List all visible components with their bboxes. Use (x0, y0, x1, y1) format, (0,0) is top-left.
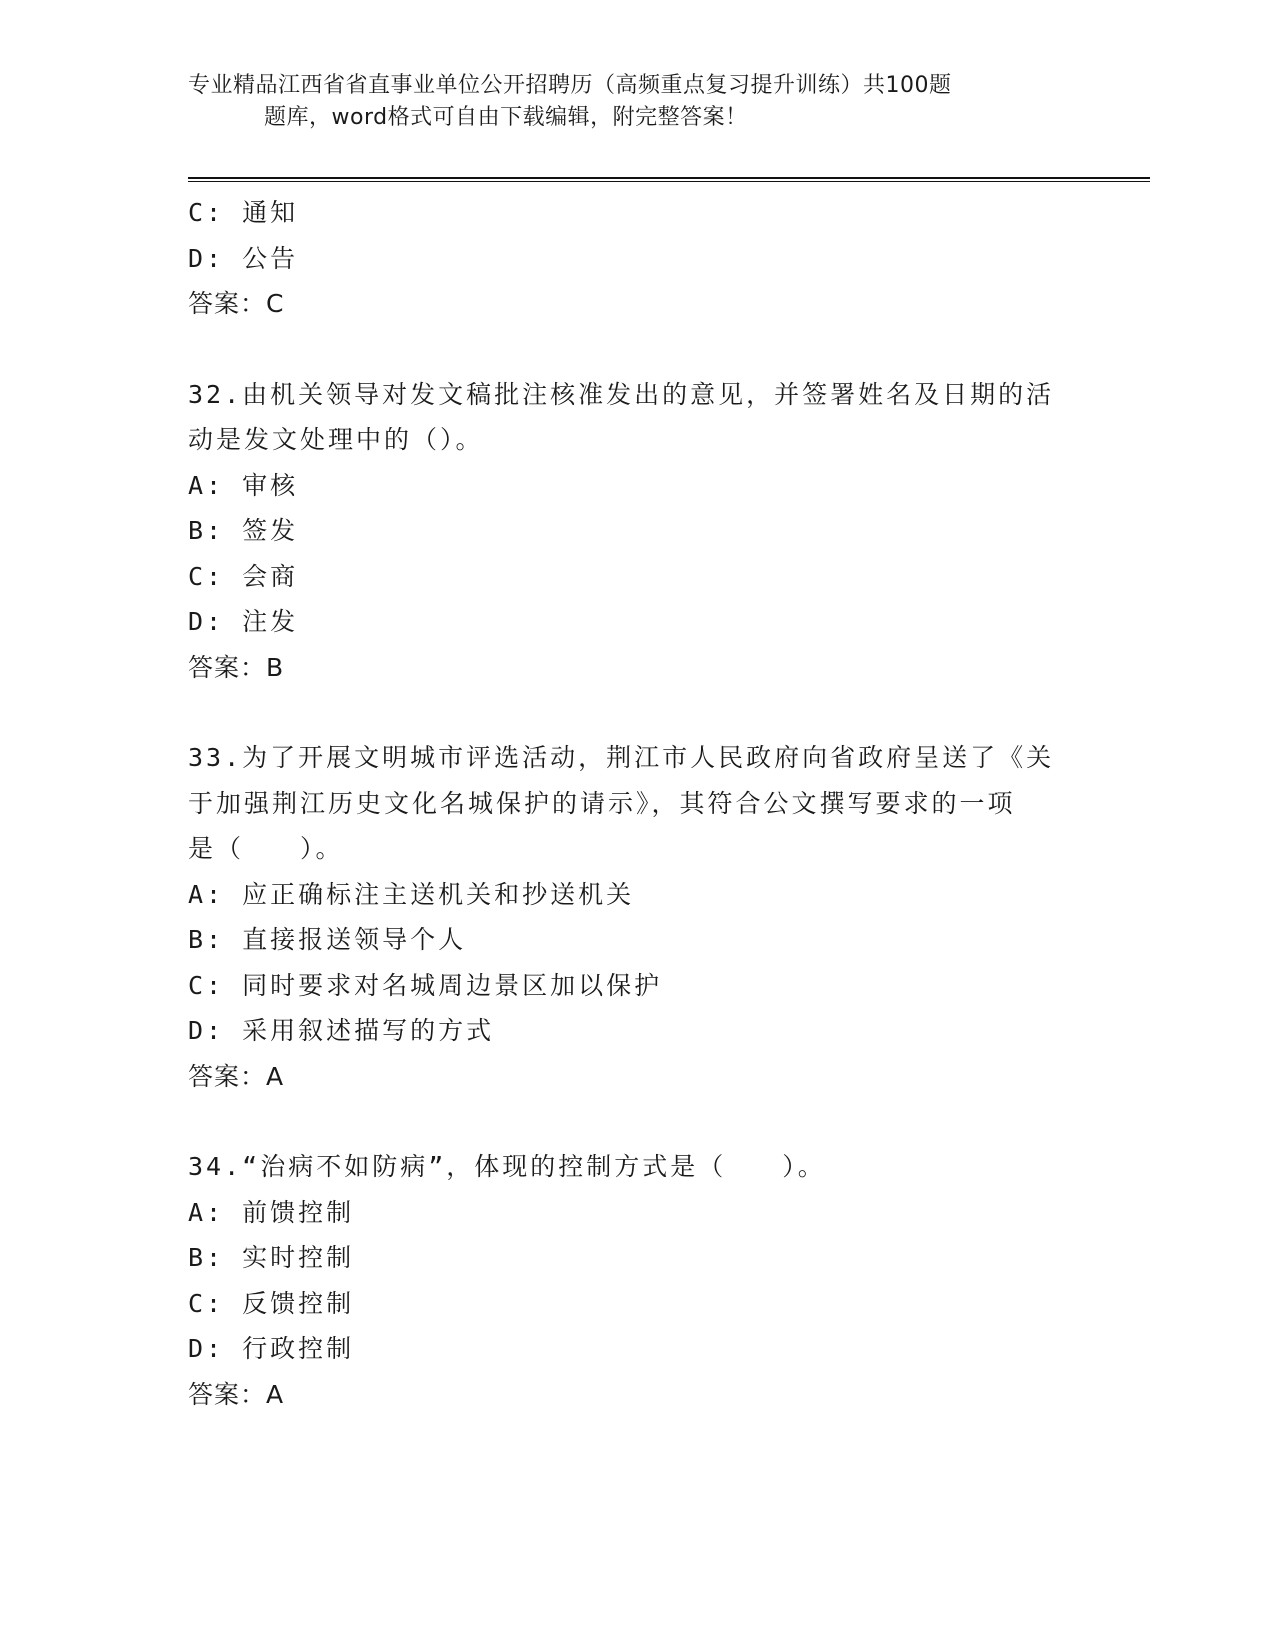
header-line-1: 专业精品江西省省直事业单位公开招聘历（高频重点复习提升训练）共100题 (188, 73, 952, 98)
question-stem-line: 于加强荆江历史文化名城保护的请示》，其符合公文撰写要求的一项 (188, 788, 1016, 818)
option-c: C: 同时要求对名城周边景区加以保护 (188, 970, 663, 1000)
question-stem-line: 32.由机关领导对发文稿批注核准发出的意见，并签署姓名及日期的活 (188, 379, 1055, 409)
option-d: D: 公告 (188, 243, 299, 273)
header-rule-thick (188, 177, 1150, 179)
header-line-2: 题库，word格式可自由下载编辑，附完整答案！ (264, 105, 748, 130)
header-rule-thin (188, 181, 1150, 182)
answer-line: 答案：A (188, 1379, 285, 1409)
question-list (188, 190, 1088, 1417)
spacer (188, 327, 1088, 372)
option-b: B: 签发 (188, 516, 299, 545)
spacer (188, 690, 1088, 735)
question-block-32 (188, 372, 1088, 691)
question-block-31 (188, 190, 1088, 327)
option-c: C: 会商 (188, 561, 299, 591)
spacer (188, 1099, 1088, 1144)
question-block-33 (188, 735, 1088, 1099)
option-d: D: 采用叙述描写的方式 (188, 1016, 495, 1045)
answer-line: 答案：C (188, 289, 285, 318)
answer-line: 答案：B (188, 652, 285, 682)
option-d: D: 行政控制 (188, 1334, 355, 1363)
option-c: C: 通知 (188, 198, 299, 227)
option-b: B: 实时控制 (188, 1243, 355, 1272)
option-a: A: 审核 (188, 470, 299, 500)
question-stem-line: 33.为了开展文明城市评选活动，荆江市人民政府向省政府呈送了《关 (188, 743, 1055, 772)
document-header (188, 70, 1068, 134)
answer-line: 答案：A (188, 1061, 285, 1091)
question-stem-line: 动是发文处理中的（）。 (188, 425, 484, 454)
question-stem-line: 是（ ）。 (188, 834, 344, 863)
question-block-34 (188, 1144, 1088, 1417)
option-b: B: 直接报送领导个人 (188, 925, 467, 954)
option-d: D: 注发 (188, 607, 299, 636)
option-c: C: 反馈控制 (188, 1288, 355, 1318)
option-a: A: 应正确标注主送机关和抄送机关 (188, 879, 635, 909)
option-a: A: 前馈控制 (188, 1197, 355, 1227)
question-stem-line: 34.“治病不如防病”，体现的控制方式是（ ）。 (188, 1152, 826, 1181)
